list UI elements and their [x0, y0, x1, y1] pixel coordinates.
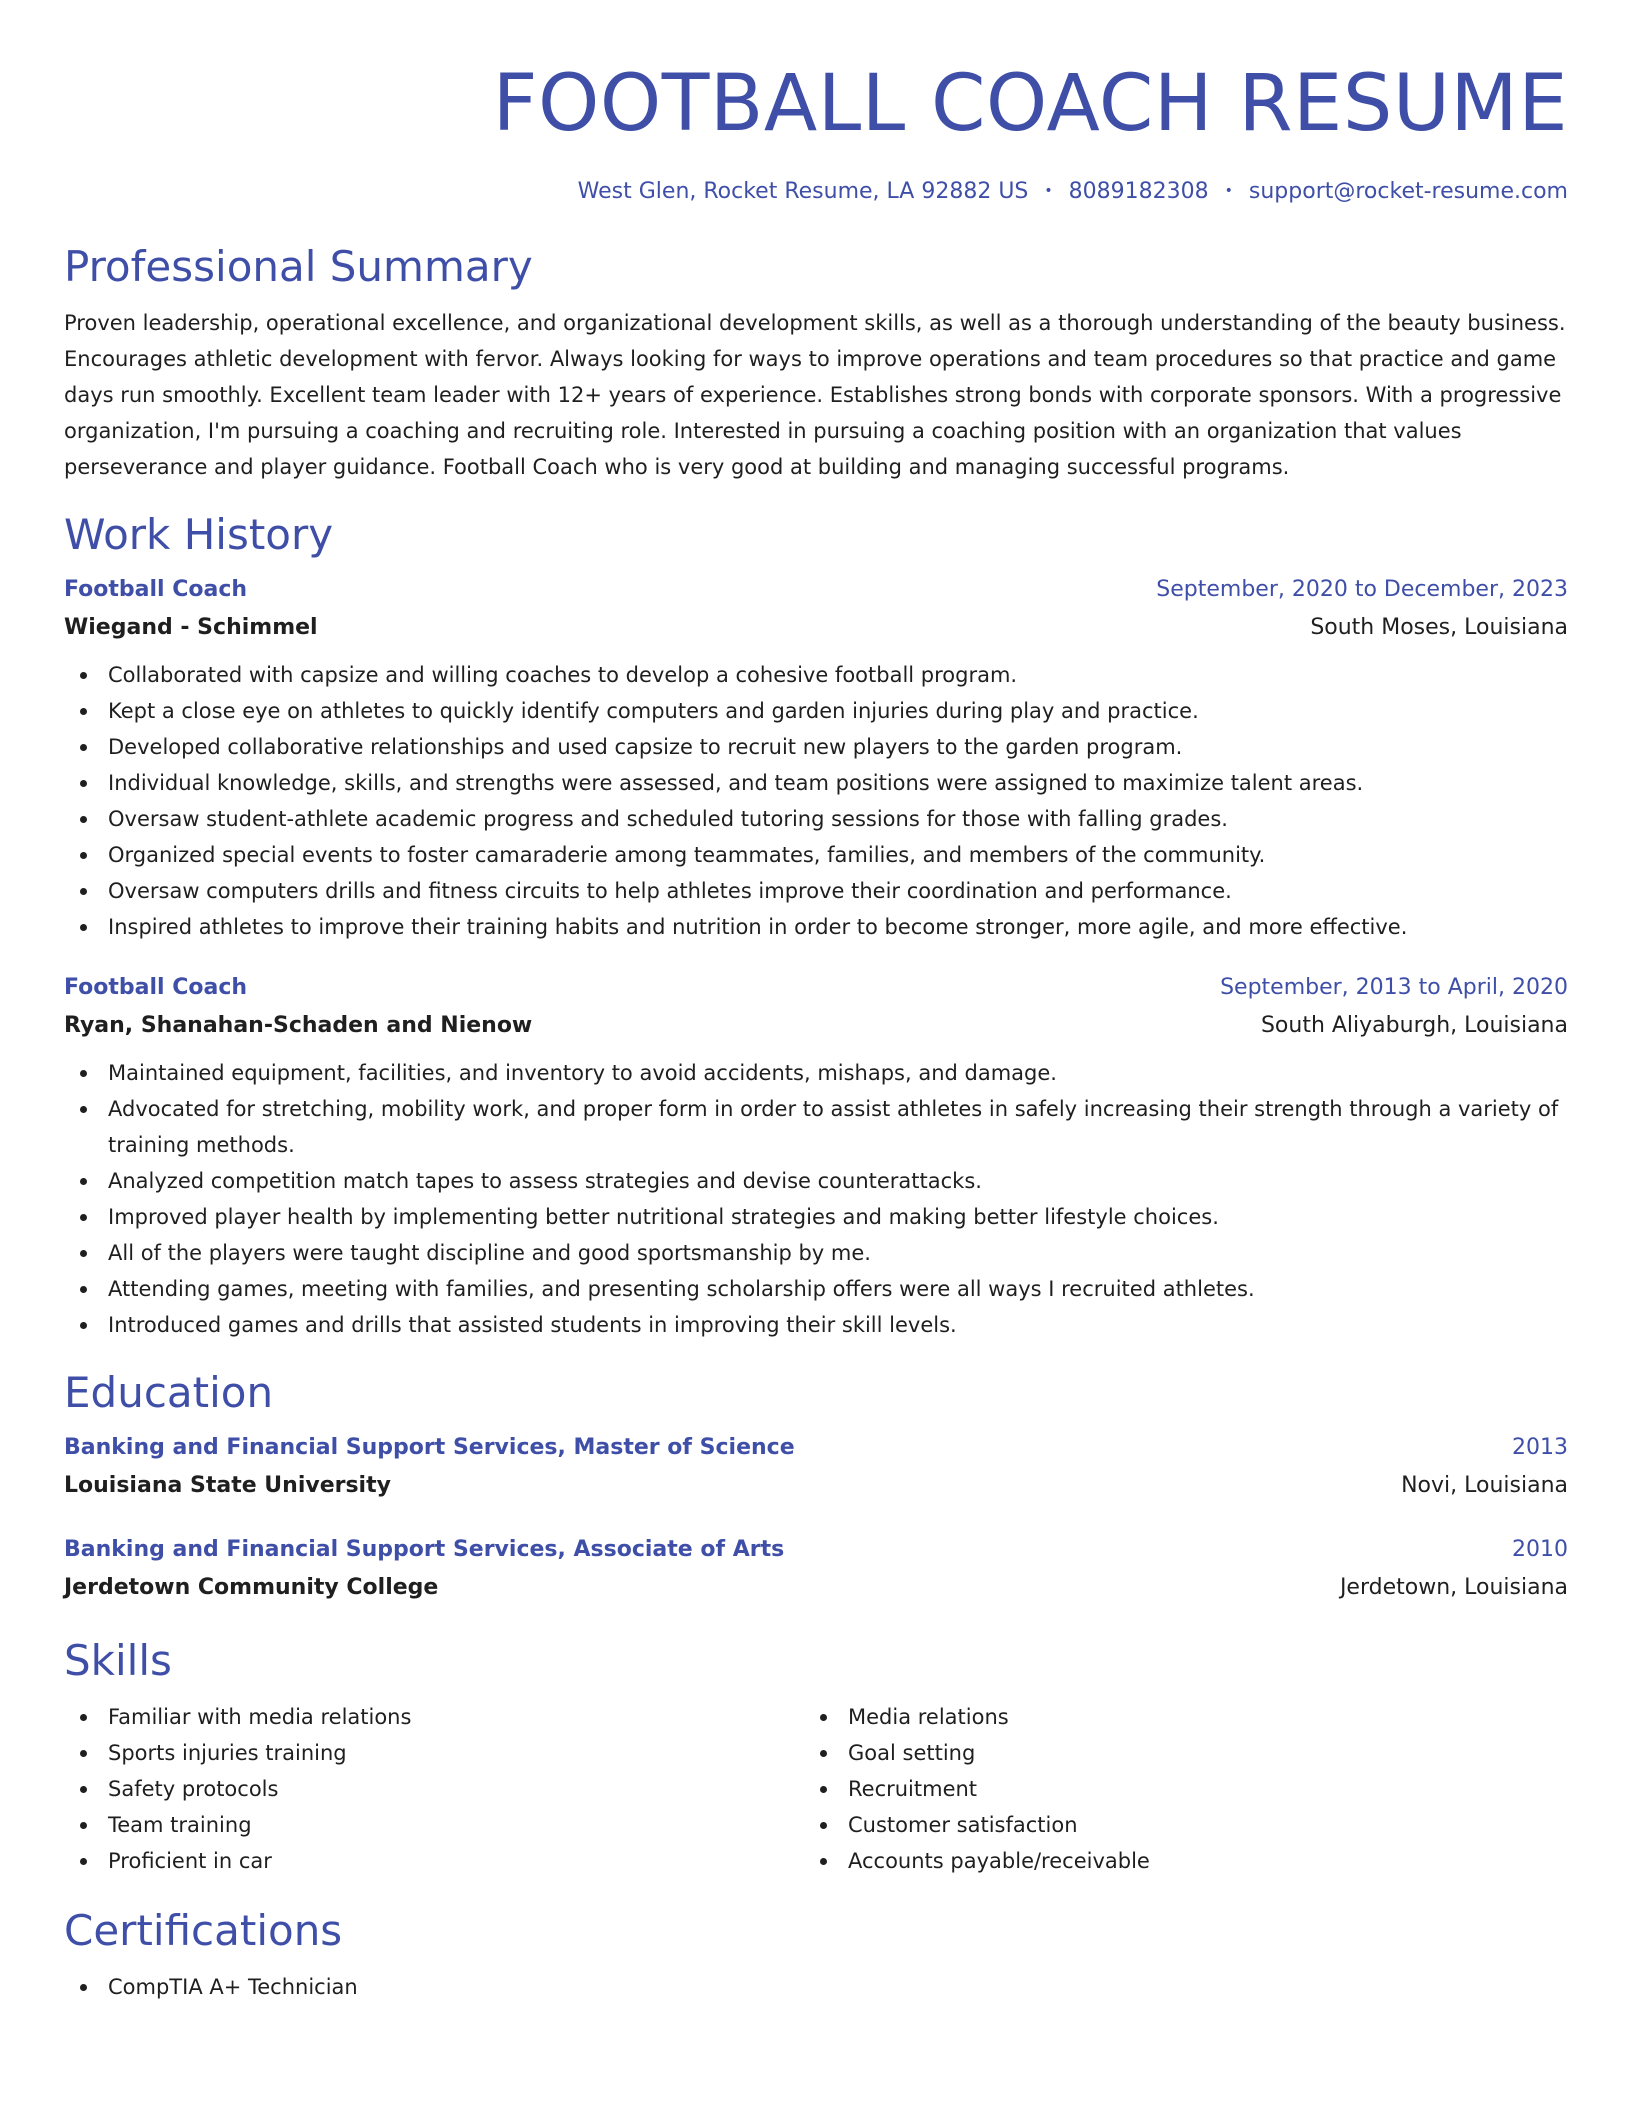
job-location: South Aliyaburgh, Louisiana	[1260, 1013, 1568, 1038]
skill-item: Accounts payable/receivable	[804, 1843, 1544, 1879]
education-entry	[64, 1535, 1568, 1603]
contact-line	[64, 176, 1568, 207]
list-item: Improved player health by implementing better nutritional strategies and making better lifestyle choices.	[64, 1199, 1568, 1235]
skills-column-right	[804, 1699, 1544, 1879]
certifications-heading: Certifications	[64, 1906, 343, 1955]
list-item: Developed collaborative relationships and used capsize to recruit new players to the garden program.	[64, 729, 1568, 765]
education-year: 2010	[1512, 1537, 1568, 1562]
work-history-section	[64, 509, 1568, 1343]
list-item: Oversaw computers drills and fitness circuits to help athletes improve their coordination and performance.	[64, 873, 1568, 909]
education-entry	[64, 1433, 1568, 1501]
education-section	[64, 1367, 1568, 1603]
resume-header	[64, 0, 1568, 207]
job-company-row	[64, 1011, 1568, 1041]
job-bullets	[64, 1055, 1568, 1343]
list-item: All of the players were taught discipline and good sportsmanship by me.	[64, 1235, 1568, 1271]
education-heading: Education	[64, 1368, 274, 1417]
certifications-section	[64, 1905, 1568, 2005]
job-bullets	[64, 657, 1568, 945]
list-item: Maintained equipment, facilities, and inventory to avoid accidents, mishaps, and damage.	[64, 1055, 1568, 1091]
education-degree: Banking and Financial Support Services, Master of Science	[64, 1435, 795, 1460]
education-school-row	[64, 1573, 1568, 1603]
skill-item: Goal setting	[804, 1735, 1544, 1771]
list-item: Collaborated with capsize and willing coaches to develop a cohesive football program.	[64, 657, 1568, 693]
contact-separator: •	[1224, 183, 1233, 199]
contact-address: West Glen, Rocket Resume, LA 92882 US	[577, 179, 1029, 204]
list-item: Inspired athletes to improve their training habits and nutrition in order to become stronger, more agile, and more effective.	[64, 909, 1568, 945]
skill-item: Familiar with media relations	[64, 1699, 804, 1735]
summary-heading: Professional Summary	[64, 242, 533, 291]
skills-section	[64, 1635, 1568, 1879]
skill-item: Proficient in car	[64, 1843, 804, 1879]
resume-title: FOOTBALL COACH RESUME	[492, 59, 1568, 149]
certifications-list	[64, 1969, 1568, 2005]
education-school: Jerdetown Community College	[64, 1575, 439, 1600]
education-degree-row	[64, 1433, 1568, 1463]
education-degree-row	[64, 1535, 1568, 1565]
skill-item: Customer satisfaction	[804, 1807, 1544, 1843]
skill-item: Sports injuries training	[64, 1735, 804, 1771]
summary-text: Proven leadership, operational excellence, and organizational development skills, as well as a thorough understanding of the beauty business. Encourages athletic development with fervor. Always looking for ways to improve operations and team procedures so that practice and game days run smoothly. Excellent team leader with 12+ years of experience. Establishes strong bonds with corporate sponsors. With a progressive organization, I'm pursuing a coaching and recruiting role. Interested in pursuing a coaching position with an organization that values perseverance and player guidance. Football Coach who is very good at building and managing successful programs.	[64, 311, 1566, 479]
skills-grid	[64, 1699, 1568, 1879]
education-degree: Banking and Financial Support Services, Associate of Arts	[64, 1537, 785, 1562]
list-item: Attending games, meeting with families, and presenting scholarship offers were all ways I recruited athletes.	[64, 1271, 1568, 1307]
job-header-row	[64, 973, 1568, 1003]
job-title: Football Coach	[64, 975, 248, 1000]
job-header-row	[64, 575, 1568, 605]
skill-item: Safety protocols	[64, 1771, 804, 1807]
contact-separator: •	[1044, 183, 1053, 199]
skill-item: Recruitment	[804, 1771, 1544, 1807]
skill-item: Team training	[64, 1807, 804, 1843]
job-company: Wiegand - Schimmel	[64, 615, 318, 640]
list-item: Analyzed competition match tapes to assess strategies and devise counterattacks.	[64, 1163, 1568, 1199]
contact-email: support@rocket-resume.com	[1248, 179, 1568, 204]
education-year: 2013	[1512, 1435, 1568, 1460]
job-dates: September, 2020 to December, 2023	[1156, 577, 1568, 602]
skills-heading: Skills	[64, 1636, 172, 1685]
education-location: Novi, Louisiana	[1401, 1473, 1568, 1498]
certification-item: CompTIA A+ Technician	[64, 1969, 1568, 2005]
job-dates: September, 2013 to April, 2020	[1220, 975, 1568, 1000]
list-item: Individual knowledge, skills, and strengths were assessed, and team positions were assigned to maximize talent areas.	[64, 765, 1568, 801]
job-company-row	[64, 613, 1568, 643]
list-item: Organized special events to foster camaraderie among teammates, families, and members of the community.	[64, 837, 1568, 873]
job-location: South Moses, Louisiana	[1310, 615, 1568, 640]
list-item: Kept a close eye on athletes to quickly identify computers and garden injuries during play and practice.	[64, 693, 1568, 729]
list-item: Advocated for stretching, mobility work, and proper form in order to assist athletes in safely increasing their strength through a variety of training methods.	[64, 1091, 1568, 1163]
job-company: Ryan, Shanahan-Schaden and Nienow	[64, 1013, 533, 1038]
education-school-row	[64, 1471, 1568, 1501]
job-entry	[64, 575, 1568, 945]
education-school: Louisiana State University	[64, 1473, 391, 1498]
job-entry	[64, 973, 1568, 1343]
contact-phone: 8089182308	[1068, 179, 1209, 204]
job-title: Football Coach	[64, 577, 248, 602]
skills-column-left	[64, 1699, 804, 1879]
summary-section	[64, 241, 1568, 485]
list-item: Introduced games and drills that assisted students in improving their skill levels.	[64, 1307, 1568, 1343]
skill-item: Media relations	[804, 1699, 1544, 1735]
list-item: Oversaw student-athlete academic progress and scheduled tutoring sessions for those with falling grades.	[64, 801, 1568, 837]
education-location: Jerdetown, Louisiana	[1339, 1575, 1568, 1600]
work-history-heading: Work History	[64, 510, 334, 559]
